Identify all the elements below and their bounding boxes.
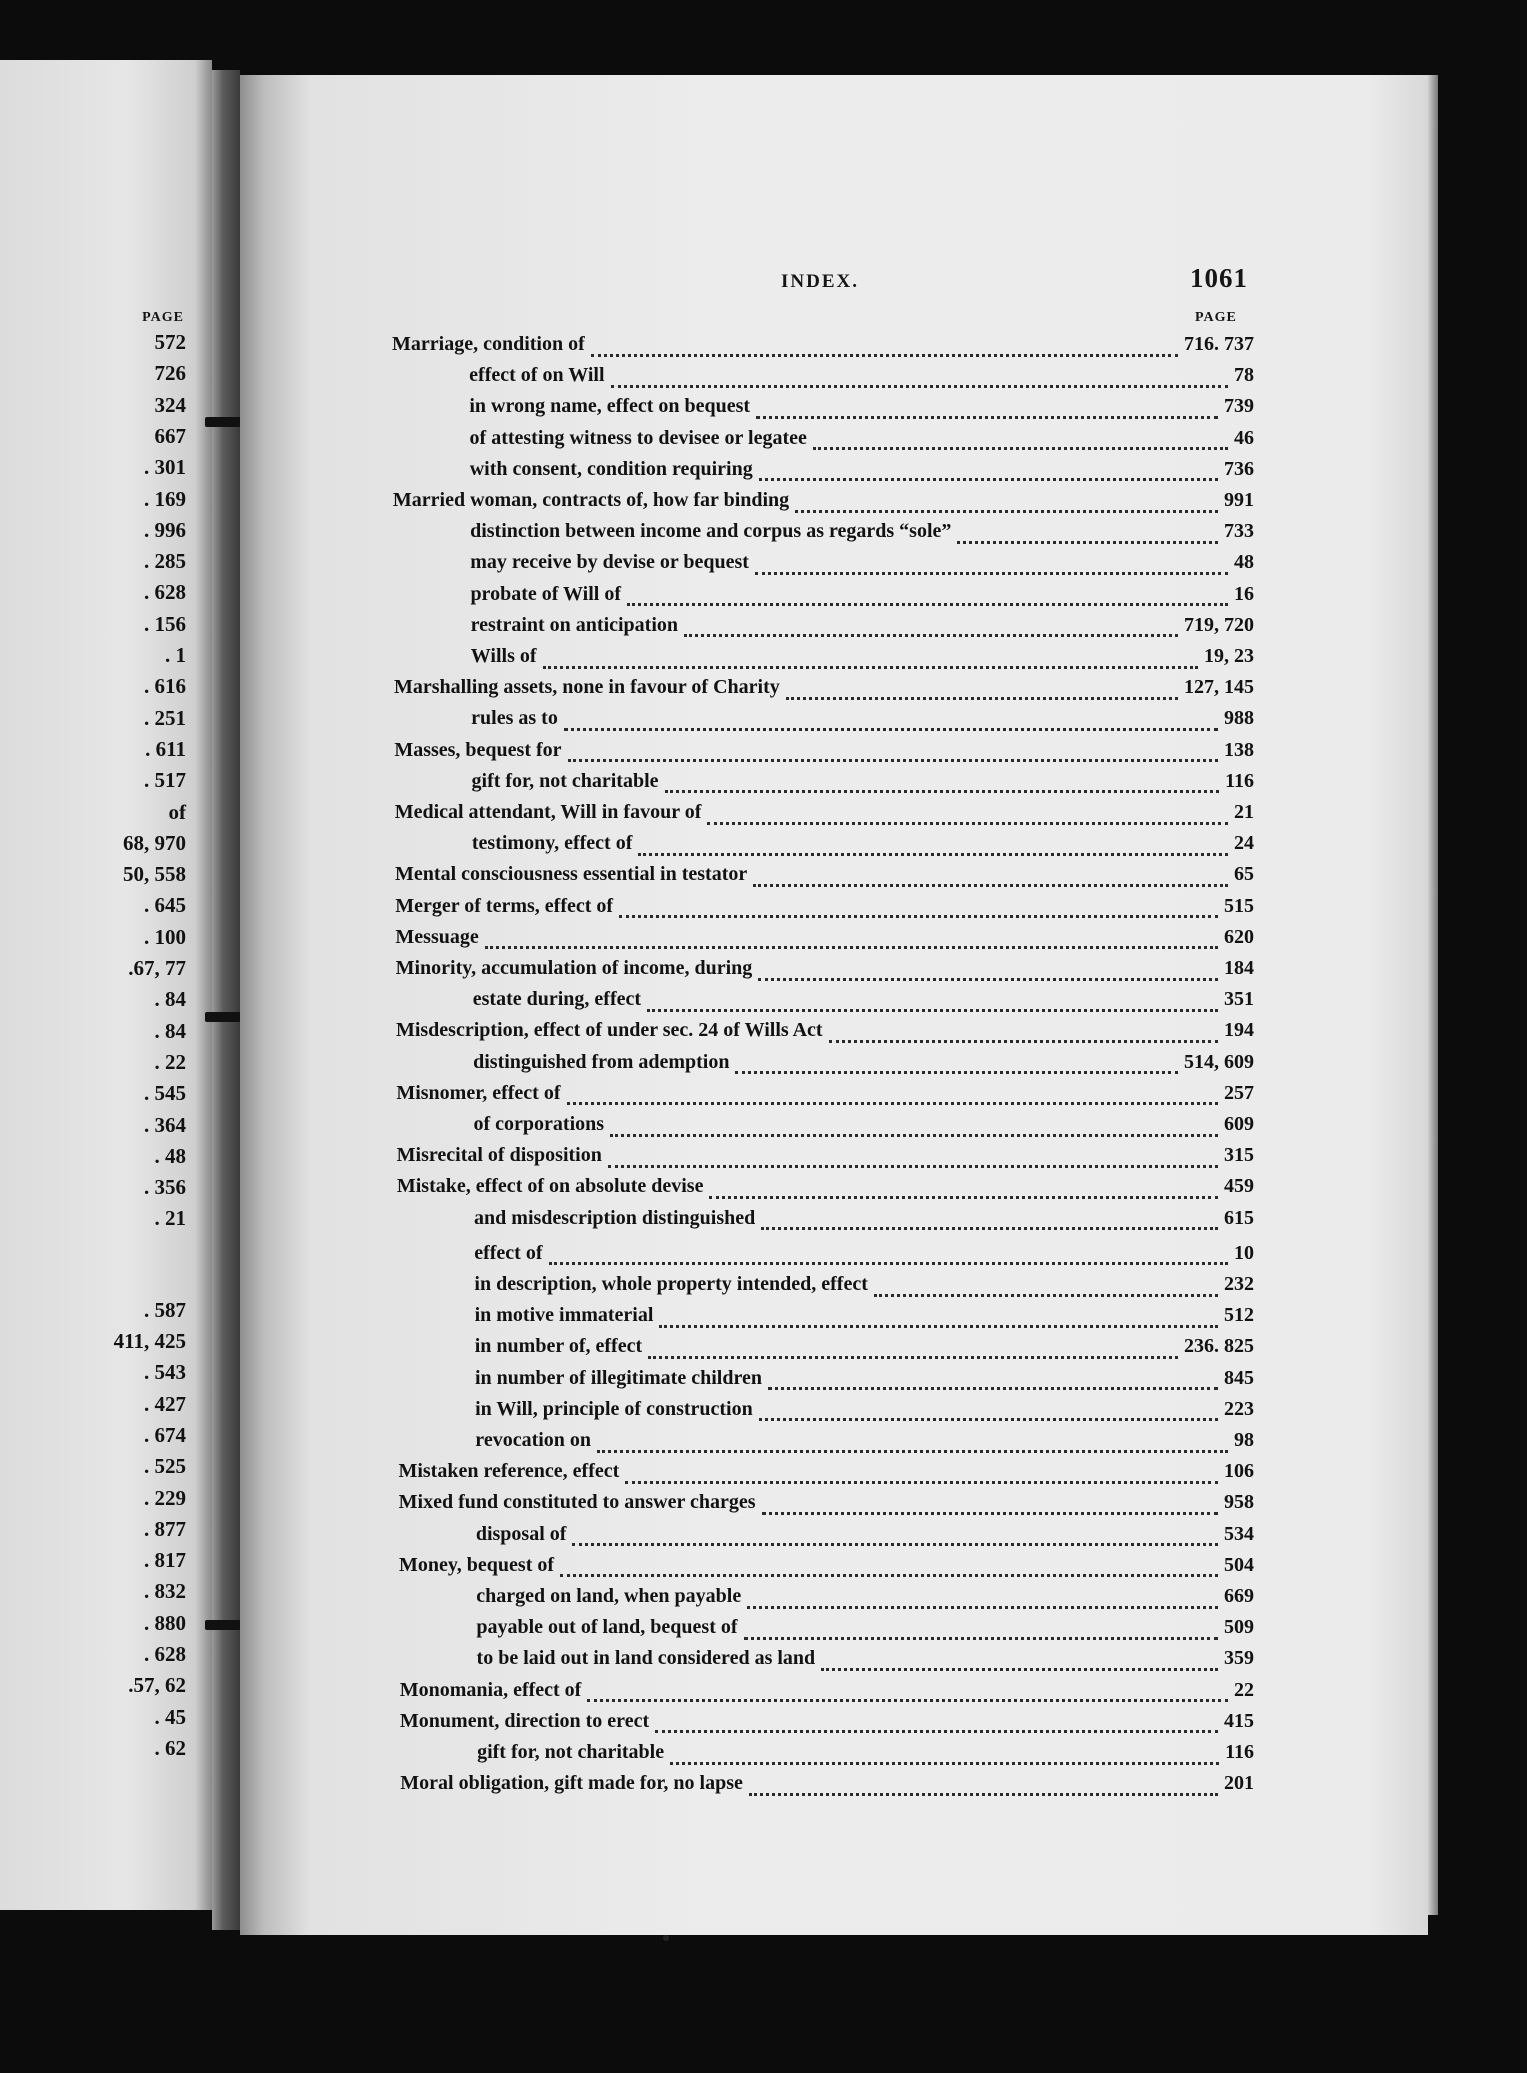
index-page-ref: 194 xyxy=(1223,1019,1254,1042)
index-entry xyxy=(395,895,1254,923)
dot-leader xyxy=(795,494,1218,513)
left-page-ref: . 628 xyxy=(144,1642,186,1666)
dot-leader xyxy=(619,899,1218,918)
index-page-ref: 609 xyxy=(1224,1113,1254,1135)
index-term: restraint on anticipation xyxy=(470,613,679,636)
index-term: Medical attendant, Will in favour of xyxy=(394,801,702,823)
index-entry xyxy=(470,458,1254,486)
index-entry xyxy=(394,676,1254,704)
index-entry xyxy=(399,1554,1254,1582)
index-term: Masses, bequest for xyxy=(394,738,562,761)
left-page-ref: . 616 xyxy=(144,674,186,699)
index-page-ref: 509 xyxy=(1223,1616,1254,1639)
index-term: Monument, direction to erect xyxy=(399,1709,650,1732)
index-page-ref: 16 xyxy=(1233,582,1254,605)
index-entry xyxy=(477,1741,1254,1769)
index-term: to be laid out in land considered as land xyxy=(476,1647,816,1670)
index-entry xyxy=(474,1242,1254,1270)
index-page-ref: 201 xyxy=(1223,1772,1254,1795)
index-page-ref: 24 xyxy=(1233,832,1254,855)
left-page-ref: . 100 xyxy=(144,924,186,949)
index-entry xyxy=(395,926,1254,954)
index-term: Misdescription, effect of under sec. 24 of Wills Act xyxy=(395,1019,823,1042)
index-page-ref: 21 xyxy=(1233,801,1254,823)
left-page-ref: 572 xyxy=(154,330,186,354)
index-entry xyxy=(400,1679,1254,1707)
index-page-ref: 232 xyxy=(1223,1273,1254,1295)
left-page xyxy=(0,60,212,1910)
dot-leader xyxy=(611,369,1228,388)
index-entry xyxy=(471,645,1254,673)
index-entry xyxy=(475,1304,1254,1332)
right-page xyxy=(240,75,1428,1935)
index-page-ref: 736 xyxy=(1223,457,1254,480)
dot-leader xyxy=(829,1024,1218,1043)
index-term: in Will, principle of construction xyxy=(475,1397,753,1420)
left-page-ref: . 285 xyxy=(144,549,186,574)
index-page-ref: 116 xyxy=(1225,769,1254,792)
dot-leader xyxy=(761,1211,1218,1230)
index-entry xyxy=(473,988,1254,1016)
index-term: in description, whole property intended, effect xyxy=(474,1273,868,1295)
index-term: of corporations xyxy=(473,1113,605,1135)
index-entry xyxy=(392,333,1254,361)
index-term: Wills of xyxy=(470,645,537,667)
index-entry xyxy=(472,832,1254,860)
index-entry xyxy=(473,1051,1254,1079)
index-page-ref: 223 xyxy=(1223,1397,1254,1420)
index-entry xyxy=(476,1523,1254,1551)
index-entry xyxy=(476,1585,1254,1613)
index-term: Moral obligation, gift made for, no lapse xyxy=(400,1772,743,1795)
index-page-ref: 65 xyxy=(1233,863,1254,886)
dot-leader xyxy=(610,1118,1218,1137)
index-page-ref: 22 xyxy=(1233,1678,1254,1701)
page-edge xyxy=(1428,75,1438,1915)
left-page-ref: . 628 xyxy=(144,580,186,605)
index-page-ref: 138 xyxy=(1223,738,1254,761)
index-page-ref: 514, 609 xyxy=(1183,1050,1254,1073)
binding-stitch xyxy=(205,1012,241,1022)
index-entry xyxy=(474,1273,1254,1301)
index-term: Mental consciousness essential in testator xyxy=(395,863,748,886)
index-term: in wrong name, effect on bequest xyxy=(469,395,751,418)
index-page-ref: 359 xyxy=(1223,1647,1254,1670)
dot-leader xyxy=(874,1278,1218,1297)
index-term: gift for, not charitable xyxy=(471,769,659,792)
dot-leader xyxy=(744,1621,1218,1640)
index-term: gift for, not charitable xyxy=(477,1741,665,1763)
left-page-ref: 411, 425 xyxy=(113,1329,186,1353)
index-term: distinction between income and corpus as regards “sole” xyxy=(470,520,952,543)
index-term: effect of on Will xyxy=(469,364,605,387)
index-entry xyxy=(396,1019,1254,1047)
index-page-ref: 315 xyxy=(1223,1144,1254,1167)
dot-leader xyxy=(549,1246,1228,1265)
index-page-ref: 739 xyxy=(1223,395,1254,418)
dot-leader xyxy=(560,1558,1218,1577)
dot-leader xyxy=(786,681,1178,700)
index-entry xyxy=(400,1772,1254,1800)
left-page-ref: . 48 xyxy=(154,1143,186,1168)
index-entry xyxy=(469,364,1254,392)
index-page-ref: 534 xyxy=(1223,1522,1254,1545)
index-term: of attesting witness to devisee or legatee xyxy=(469,426,807,449)
index-entry xyxy=(469,395,1254,423)
index-entry xyxy=(474,1207,1254,1235)
left-page-ref: . 880 xyxy=(144,1610,186,1635)
left-page-ref: . 545 xyxy=(144,1081,186,1106)
dot-leader xyxy=(638,837,1228,856)
dot-leader xyxy=(627,587,1228,606)
dot-leader xyxy=(747,1590,1218,1609)
dot-leader xyxy=(659,1309,1218,1328)
index-term: charged on land, when payable xyxy=(476,1585,742,1607)
index-term: disposal of xyxy=(475,1522,567,1545)
index-term: Monomania, effect of xyxy=(399,1678,582,1701)
dot-leader xyxy=(957,525,1218,544)
index-entry xyxy=(472,770,1254,798)
speck xyxy=(663,1935,669,1941)
index-term: probate of Will of xyxy=(470,582,622,605)
index-entry xyxy=(399,1491,1254,1519)
index-page-ref: 845 xyxy=(1223,1366,1254,1389)
left-page-ref: 50, 558 xyxy=(123,862,186,887)
dot-leader xyxy=(564,712,1218,731)
index-term: testimony, effect of xyxy=(471,832,633,855)
index-term: rules as to xyxy=(471,707,558,730)
index-entry xyxy=(470,551,1254,579)
index-page-ref: 351 xyxy=(1223,988,1254,1011)
index-entry xyxy=(393,489,1254,517)
index-term: in motive immaterial xyxy=(474,1304,654,1327)
dot-leader xyxy=(821,1652,1218,1671)
index-page-ref: 48 xyxy=(1233,551,1254,574)
index-page-ref: 991 xyxy=(1223,489,1254,511)
index-term: Minority, accumulation of income, during xyxy=(395,957,753,979)
left-page-ref: . 22 xyxy=(154,1049,186,1074)
index-term: and misdescription distinguished xyxy=(474,1206,756,1229)
left-page-ref: . 84 xyxy=(154,987,186,1012)
binding-stitch xyxy=(205,1620,241,1630)
index-term: Merger of terms, effect of xyxy=(395,894,614,917)
index-entry xyxy=(477,1647,1254,1675)
dot-leader xyxy=(759,462,1218,481)
index-entry xyxy=(470,520,1254,548)
index-entry xyxy=(396,1082,1254,1110)
book-binding xyxy=(212,70,240,1930)
dot-leader xyxy=(647,993,1218,1012)
index-term: Married woman, contracts of, how far binding xyxy=(392,489,790,511)
index-term: payable out of land, bequest of xyxy=(476,1616,738,1639)
left-page-ref: . 543 xyxy=(144,1360,186,1385)
index-entry xyxy=(475,1429,1254,1457)
left-page-ref: . 229 xyxy=(144,1485,186,1510)
dot-leader xyxy=(587,1683,1228,1702)
dot-leader xyxy=(755,556,1228,575)
index-term: Money, bequest of xyxy=(399,1553,555,1576)
dot-leader xyxy=(591,338,1178,357)
index-page-ref: 106 xyxy=(1223,1460,1254,1483)
dot-leader xyxy=(572,1527,1218,1546)
left-page-ref: .57, 62 xyxy=(128,1673,186,1698)
left-page-ref: . 877 xyxy=(144,1516,186,1541)
index-term: Marshalling assets, none in favour of Charity xyxy=(393,676,780,699)
index-entry xyxy=(394,739,1254,767)
index-entry xyxy=(398,1460,1254,1488)
dot-leader xyxy=(762,1496,1218,1515)
index-page-ref: 184 xyxy=(1223,957,1254,979)
index-entry xyxy=(475,1335,1254,1363)
index-page-ref: 236. 825 xyxy=(1183,1335,1254,1358)
page-column-heading: PAGE xyxy=(1195,310,1237,325)
index-page-ref: 958 xyxy=(1223,1491,1254,1514)
index-page-ref: 504 xyxy=(1223,1553,1254,1576)
left-page-ref: 324 xyxy=(154,392,186,417)
left-page-ref: . 832 xyxy=(144,1579,186,1604)
index-term: in number of illegitimate children xyxy=(474,1366,762,1389)
dot-leader xyxy=(608,1149,1218,1168)
index-entry xyxy=(470,583,1254,611)
index-term: may receive by devise or bequest xyxy=(470,551,749,574)
dot-leader xyxy=(756,400,1218,419)
index-entry xyxy=(470,427,1254,455)
binding-stitch xyxy=(205,417,241,427)
left-page-ref: . 674 xyxy=(144,1422,186,1447)
index-term: in number of, effect xyxy=(474,1335,643,1358)
left-page-ref: . 301 xyxy=(144,455,186,480)
index-entry xyxy=(476,1616,1254,1644)
index-page-ref: 98 xyxy=(1233,1429,1254,1451)
index-entry xyxy=(397,1144,1254,1172)
index-page-ref: 257 xyxy=(1223,1081,1254,1104)
index-term: Mistake, effect of on absolute devise xyxy=(396,1175,704,1198)
index-page-ref: 515 xyxy=(1223,894,1254,917)
left-page-ref: . 45 xyxy=(154,1704,186,1729)
dot-leader xyxy=(625,1465,1218,1484)
index-term: Misrecital of disposition xyxy=(396,1144,602,1167)
dot-leader xyxy=(735,1055,1178,1074)
left-page-ref: . 21 xyxy=(154,1206,186,1231)
left-page-ref: of xyxy=(168,799,186,824)
index-entry xyxy=(475,1398,1254,1426)
index-page-ref: 19, 23 xyxy=(1203,645,1254,667)
index-page-ref: 116 xyxy=(1225,1741,1254,1763)
dot-leader xyxy=(753,868,1228,887)
left-page-ref: . 251 xyxy=(144,705,186,730)
dot-leader xyxy=(597,1434,1228,1453)
left-page-ref: . 996 xyxy=(144,517,186,542)
index-page-ref: 46 xyxy=(1233,426,1254,449)
dot-leader xyxy=(485,930,1218,949)
left-page-ref: . 817 xyxy=(144,1548,186,1573)
index-term: effect of xyxy=(474,1241,543,1264)
index-page-ref: 988 xyxy=(1223,707,1254,730)
index-page-ref: 620 xyxy=(1223,925,1254,948)
index-page-ref: 415 xyxy=(1223,1709,1254,1732)
dot-leader xyxy=(709,1180,1218,1199)
left-page-ref: . 62 xyxy=(154,1735,186,1760)
dot-leader xyxy=(567,1086,1218,1105)
dot-leader xyxy=(749,1777,1218,1796)
left-page-ref: 68, 970 xyxy=(123,830,186,855)
index-term: estate during, effect xyxy=(472,988,642,1011)
index-entry xyxy=(395,801,1254,829)
left-page-ref: . 1 xyxy=(165,643,186,667)
index-term: Mixed fund constituted to answer charges xyxy=(398,1491,756,1514)
index-term: revocation on xyxy=(475,1429,592,1451)
index-term: Messuage xyxy=(395,925,479,948)
index-term: Mistaken reference, effect xyxy=(398,1460,620,1483)
index-term: Misnomer, effect of xyxy=(396,1081,561,1104)
left-page-column-heading: PAGE xyxy=(142,310,184,325)
index-entry xyxy=(396,957,1254,985)
index-term: with consent, condition requiring xyxy=(469,457,753,480)
dot-leader xyxy=(813,431,1228,450)
index-page-ref: 733 xyxy=(1223,520,1254,543)
dot-leader xyxy=(758,962,1218,981)
index-page-ref: 10 xyxy=(1233,1241,1254,1264)
dot-leader xyxy=(759,1402,1218,1421)
index-entry xyxy=(471,707,1254,735)
index-term: Marriage, condition of xyxy=(392,333,585,355)
running-title: INDEX. xyxy=(781,271,859,292)
index-term: distinguished from ademption xyxy=(473,1050,730,1073)
dot-leader xyxy=(684,618,1178,637)
index-entry xyxy=(475,1367,1254,1395)
left-page-ref: . 587 xyxy=(144,1297,186,1322)
index-page-ref: 127, 145 xyxy=(1183,676,1254,699)
index-page-ref: 615 xyxy=(1223,1206,1254,1229)
left-page-ref: . 156 xyxy=(144,611,186,636)
index-page-ref: 716. 737 xyxy=(1184,333,1254,355)
left-page-ref: . 525 xyxy=(144,1454,186,1479)
dot-leader xyxy=(670,1746,1219,1765)
page-number: 1061 xyxy=(1190,263,1248,293)
left-page-ref: . 611 xyxy=(145,736,186,761)
left-page-ref: . 84 xyxy=(154,1018,186,1043)
index-entry xyxy=(400,1710,1254,1738)
dot-leader xyxy=(707,806,1228,825)
index-page-ref: 512 xyxy=(1223,1304,1254,1327)
left-page-ref: . 517 xyxy=(144,768,186,793)
dot-leader xyxy=(665,774,1220,793)
index-page-ref: 78 xyxy=(1233,364,1254,387)
index-page-ref: 459 xyxy=(1223,1175,1254,1198)
left-page-ref: . 364 xyxy=(144,1112,186,1137)
left-page-ref: .67, 77 xyxy=(128,956,186,980)
index-entry xyxy=(474,1113,1255,1141)
left-page-ref: . 356 xyxy=(144,1175,186,1200)
index-entry xyxy=(471,614,1254,642)
index-page-ref: 719, 720 xyxy=(1183,613,1254,636)
index-entry xyxy=(395,863,1254,891)
dot-leader xyxy=(568,743,1218,762)
left-page-ref: . 427 xyxy=(144,1391,186,1416)
dot-leader xyxy=(648,1340,1178,1359)
dot-leader xyxy=(655,1714,1218,1733)
left-page-ref: . 645 xyxy=(144,893,186,918)
dot-leader xyxy=(768,1371,1218,1390)
dot-leader xyxy=(543,650,1198,669)
index-page-ref: 669 xyxy=(1223,1585,1254,1607)
left-page-ref: 726 xyxy=(154,361,186,386)
left-page-ref: 667 xyxy=(154,423,186,448)
left-page-ref: . 169 xyxy=(144,486,186,511)
index-entry xyxy=(397,1175,1254,1203)
